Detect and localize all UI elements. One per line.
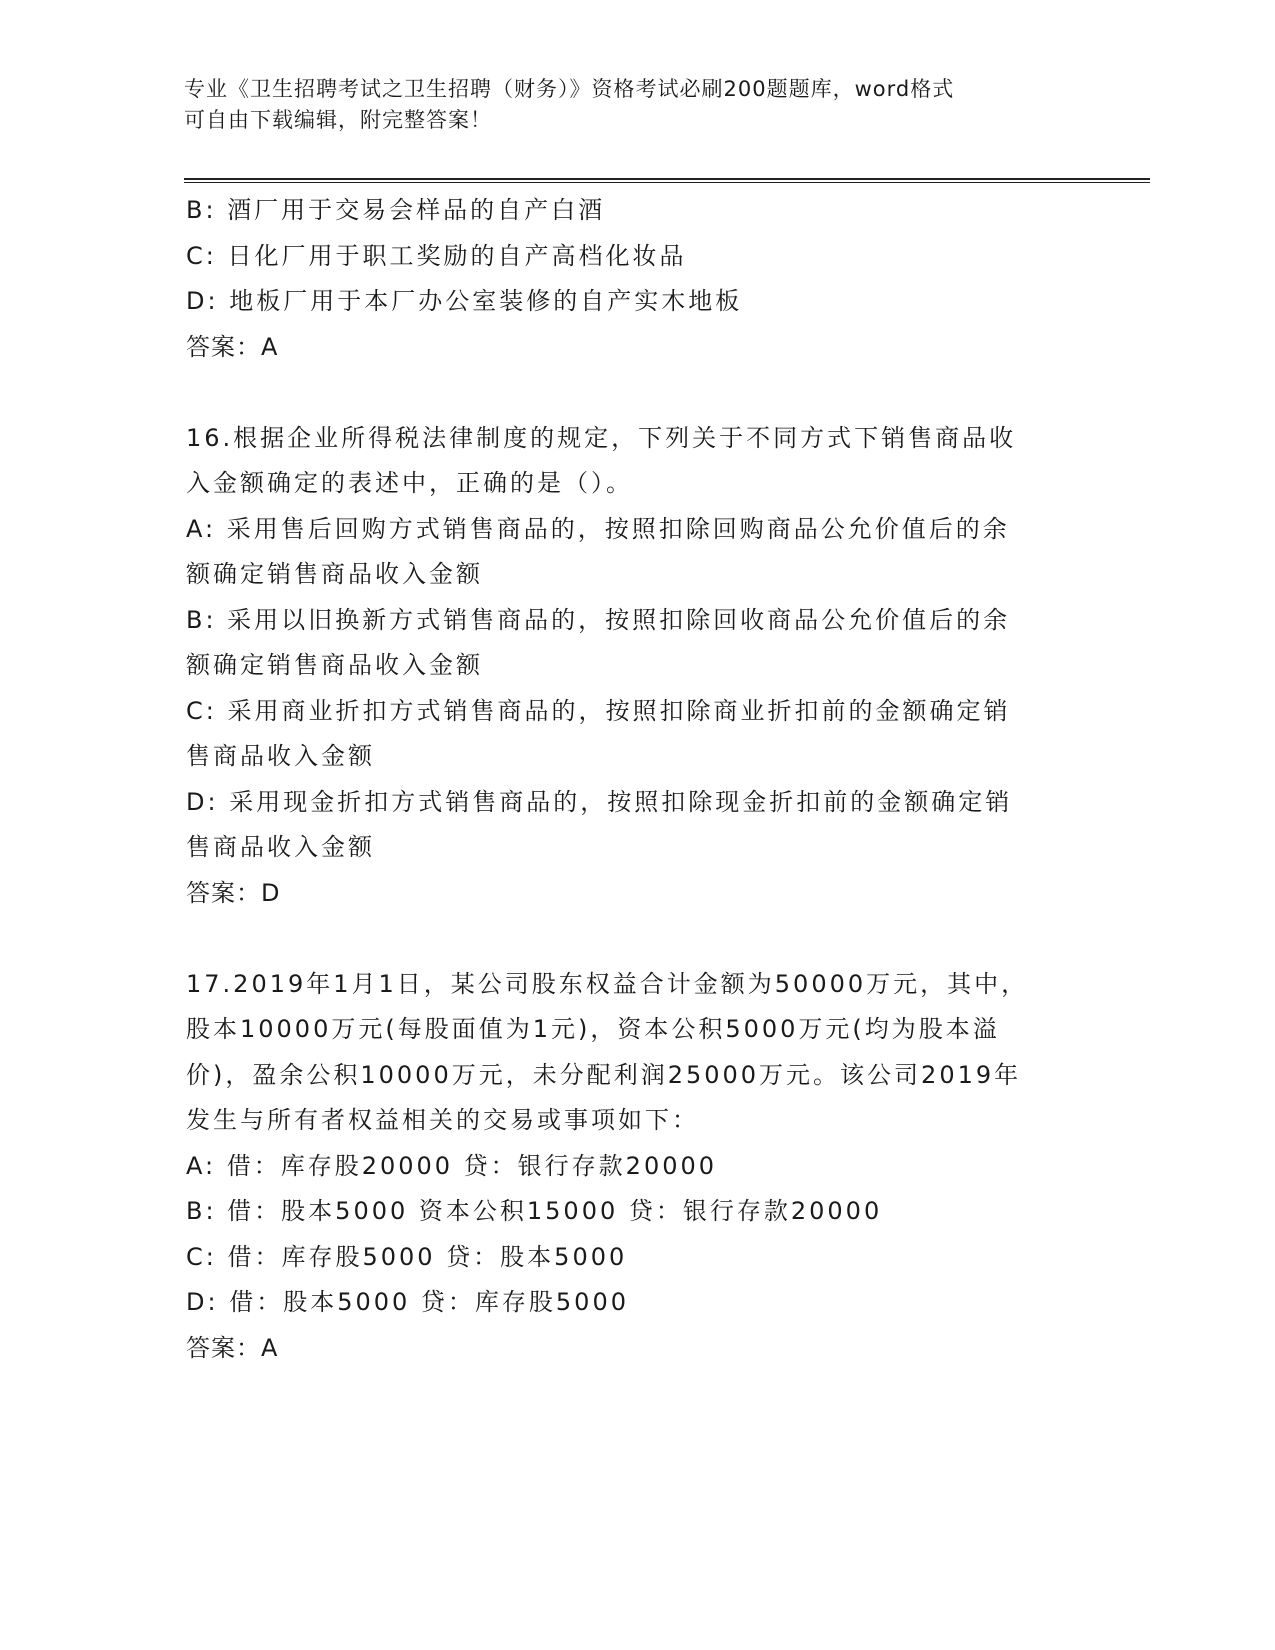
header-line-1: 专业《卫生招聘考试之卫生招聘（财务）》资格考试必刷200题题库，word格式 bbox=[184, 77, 955, 101]
header-divider-thick bbox=[184, 178, 1150, 180]
answer-line: 答案：A bbox=[186, 332, 279, 361]
question-spacer bbox=[186, 916, 1086, 962]
option-b: B: 借：股本5000 资本公积15000 贷：银行存款20000 bbox=[186, 1197, 883, 1225]
question-spacer bbox=[186, 370, 1086, 416]
option-d: 售商品收入金额 bbox=[186, 833, 375, 861]
document-body bbox=[186, 188, 1086, 1371]
option-c: C: 采用商业折扣方式销售商品的，按照扣除商业折扣前的金额确定销 bbox=[186, 696, 1011, 725]
option-c: 售商品收入金额 bbox=[186, 742, 375, 770]
option-c: C: 借：库存股5000 贷：股本5000 bbox=[186, 1242, 628, 1271]
answer-line: 答案：D bbox=[186, 878, 281, 907]
question-17 bbox=[186, 962, 1086, 1372]
question-stem: 价)，盈余公积10000万元，未分配利润25000万元。该公司2019年 bbox=[186, 1060, 1022, 1089]
option-a: A: 借：库存股20000 贷：银行存款20000 bbox=[186, 1151, 718, 1180]
option-d: D: 采用现金折扣方式销售商品的，按照扣除现金折扣前的金额确定销 bbox=[186, 787, 1013, 816]
option-d: D: 地板厂用于本厂办公室装修的自产实木地板 bbox=[186, 287, 743, 315]
question-stem: 17.2019年1月1日，某公司股东权益合计金额为50000万元，其中， bbox=[186, 969, 1029, 998]
question-stem: 16.根据企业所得税法律制度的规定，下列关于不同方式下销售商品收 bbox=[186, 423, 1017, 452]
question-16 bbox=[186, 416, 1086, 917]
header-line-2: 可自由下载编辑，附完整答案！ bbox=[184, 108, 492, 132]
question-stem: 发生与所有者权益相关的交易或事项如下： bbox=[186, 1106, 699, 1134]
option-c: C: 日化厂用于职工奖励的自产高档化妆品 bbox=[186, 241, 687, 270]
question-stem: 股本10000万元(每股面值为1元)，资本公积5000万元(均为股本溢 bbox=[186, 1015, 1000, 1043]
question-15-tail bbox=[186, 188, 1086, 370]
document-header bbox=[184, 74, 1064, 136]
answer-line: 答案：A bbox=[186, 1333, 279, 1362]
option-a: 额确定销售商品收入金额 bbox=[186, 560, 483, 588]
option-a: A: 采用售后回购方式销售商品的，按照扣除回购商品公允价值后的余 bbox=[186, 514, 1010, 543]
question-stem: 入金额确定的表述中，正确的是（）。 bbox=[186, 469, 633, 497]
option-b: B: 采用以旧换新方式销售商品的，按照扣除回收商品公允价值后的余 bbox=[186, 605, 1011, 634]
option-b: B: 酒厂用于交易会样品的自产白酒 bbox=[186, 196, 606, 224]
header-divider-thin bbox=[184, 182, 1150, 183]
option-b: 额确定销售商品收入金额 bbox=[186, 651, 483, 679]
option-d: D: 借：股本5000 贷：库存股5000 bbox=[186, 1288, 629, 1316]
